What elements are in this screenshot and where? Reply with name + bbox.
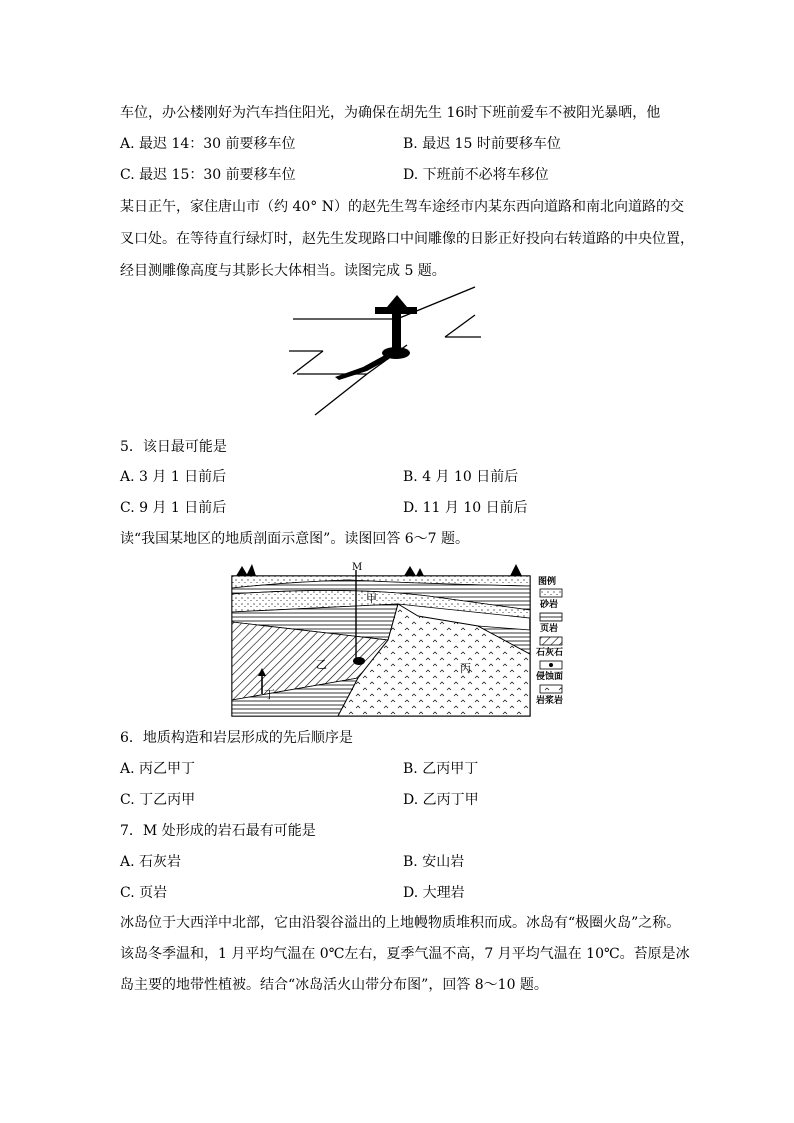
geology-section-figure	[228, 560, 572, 720]
road-edge	[293, 351, 323, 374]
legend-limestone: 石灰石	[536, 648, 564, 658]
option-a: A. 3 月 1 日前后	[120, 469, 227, 485]
label-jia: 甲	[366, 592, 377, 605]
option-c: C. 丁乙丙甲	[120, 792, 196, 808]
label-yi: 乙	[316, 658, 327, 671]
paragraph-line: 叉口处。在等待直行绿灯时，赵先生发现路口中间雕像的日影正好投向右转道路的中央位置，	[120, 231, 694, 247]
legend-magma: 岩浆岩	[536, 696, 564, 706]
option-b: B. 乙丙甲丁	[403, 761, 479, 777]
paragraph-line: 该岛冬季温和，1 月平均气温在 0℃左右，夏季气温不高，7 月平均气温在 10℃。苔原是冰	[120, 946, 690, 962]
legend-sandstone: 砂岩	[540, 600, 559, 610]
option-d: D. 下班前不必将车移位	[403, 167, 549, 183]
statue-shadow-figure	[285, 285, 485, 425]
option-b: B. 安山岩	[403, 854, 465, 870]
label-ding: 丁	[264, 688, 275, 701]
road-edge	[445, 315, 475, 337]
statue-icon	[375, 295, 417, 359]
option-a: A. 石灰岩	[120, 854, 182, 870]
question-stem: 5．该日最可能是	[120, 439, 227, 455]
legend-erosion: 侵蚀面	[536, 672, 564, 682]
label-m: M	[352, 562, 363, 573]
legend	[535, 575, 563, 706]
paragraph-line: 车位，办公楼刚好为汽车挡住阳光，为确保在胡先生 16时下班前爱车不被阳光暴晒，他	[120, 105, 661, 121]
shadow-icon	[335, 355, 389, 380]
option-c: C. 最迟 15：30 前要移车位	[120, 167, 296, 183]
paragraph-line: 岛主要的地带性植被。结合“冰岛活火山带分布图”，回答 8～10 题。	[120, 977, 548, 993]
option-d: D. 11 月 10 日前后	[403, 500, 528, 516]
legend-shale: 页岩	[540, 624, 559, 634]
road-edge	[397, 287, 475, 319]
question-stem: 6．地质构造和岩层形成的先后顺序是	[120, 730, 353, 746]
option-a: A. 丙乙甲丁	[120, 761, 196, 777]
paragraph-line: 某日正午，家住唐山市（约 40° N）的赵先生驾车途经市内某东西向道路和南北向道路的交	[120, 199, 684, 215]
paragraph-line: 读“我国某地区的地质剖面示意图”。读图回答 6～7 题。	[120, 531, 470, 547]
option-d: D. 乙丙丁甲	[403, 792, 479, 808]
road-edge	[315, 374, 367, 415]
option-b: B. 最迟 15 时前要移车位	[403, 136, 561, 152]
option-d: D. 大理岩	[403, 885, 465, 901]
label-bing: 丙	[460, 662, 471, 675]
paragraph-line: 经目测雕像高度与其影长大体相当。读图完成 5 题。	[120, 263, 446, 279]
question-stem: 7．M 处形成的岩石最有可能是	[120, 823, 316, 839]
option-c: C. 9 月 1 日前后	[120, 500, 227, 516]
paragraph-line: 冰岛位于大西洋中北部，它由沿裂谷溢出的上地幔物质堆积而成。冰岛有“极圈火岛”之称。	[120, 915, 681, 931]
option-c: C. 页岩	[120, 885, 168, 901]
option-a: A. 最迟 14：30 前要移车位	[120, 136, 296, 152]
tree-icon	[236, 564, 522, 576]
legend-title: 图例	[538, 577, 557, 587]
option-b: B. 4 月 10 日前后	[403, 469, 519, 485]
